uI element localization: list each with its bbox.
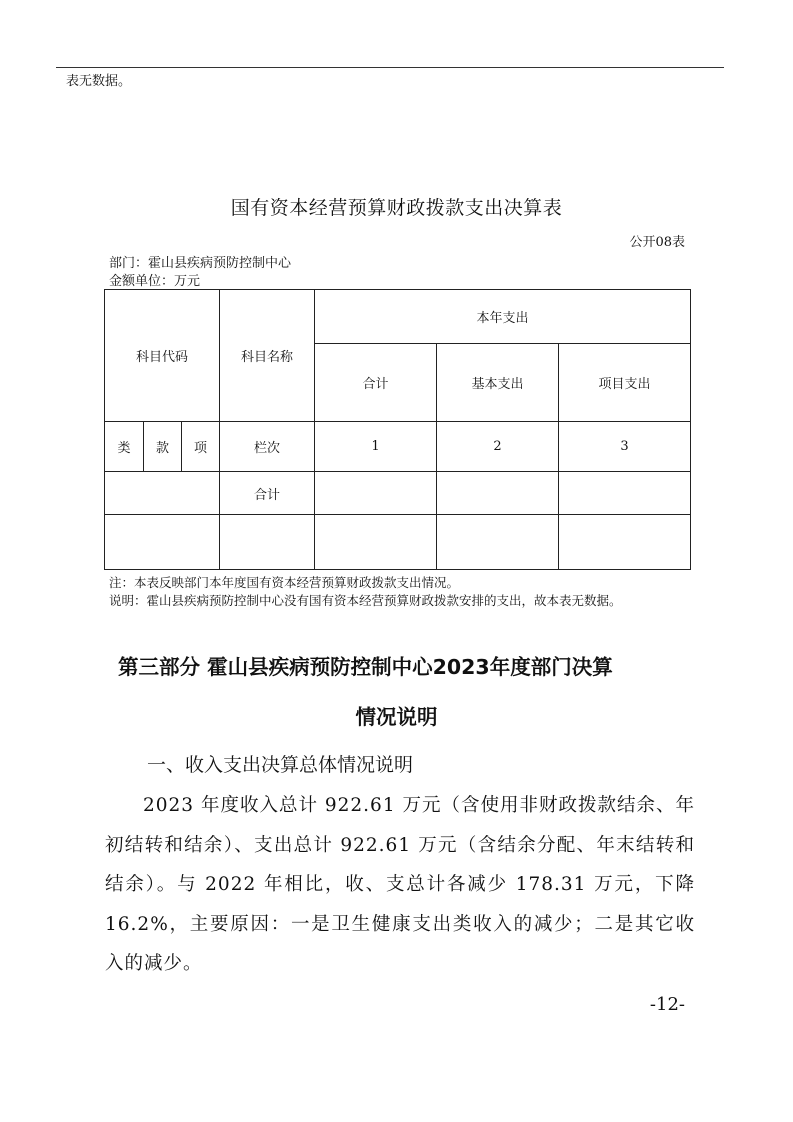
row-basic-cell xyxy=(437,472,559,515)
part-three-heading: 第三部分 霍山县疾病预防控制中心2023年度部门决算 xyxy=(118,655,613,679)
part-three-heading-continued: 情况说明 xyxy=(355,705,438,729)
row-code-cell xyxy=(105,472,220,515)
column-number-2: 2 xyxy=(437,422,559,472)
row-project-cell xyxy=(559,472,691,515)
header-total: 合计 xyxy=(315,344,437,422)
row-total-cell xyxy=(315,472,437,515)
header-subject-code: 科目代码 xyxy=(105,290,220,422)
table-title: 国有资本经营预算财政拨款支出决算表 xyxy=(230,197,563,219)
column-number-1: 1 xyxy=(315,422,437,472)
table-row xyxy=(105,515,691,570)
page-number: -12- xyxy=(649,994,685,1015)
row-basic-cell xyxy=(437,515,559,570)
expenditure-table xyxy=(104,289,691,570)
row-name-cell: 合计 xyxy=(220,472,315,515)
header-subject-name: 科目名称 xyxy=(220,290,315,422)
header-project: 项目支出 xyxy=(559,344,691,422)
form-number: 公开08表 xyxy=(629,235,685,250)
section-one-paragraph: 2023 年度收入总计 922.61 万元（含使用非财政拨款结余、年初结转和结余）、支出总计 922.61 万元（含结余分配、年末结转和结余）。与 2022 年相比，收、支总计各减少 178.31 万元，下降 16.2%，主要原因：一是卫生健康支出类收入的减少；二是其它收入的减少。 xyxy=(105,795,695,974)
header-basic: 基本支出 xyxy=(437,344,559,422)
row-code-cell xyxy=(105,515,220,570)
header-class: 类 xyxy=(105,422,144,472)
row-total-cell xyxy=(315,515,437,570)
row-project-cell xyxy=(559,515,691,570)
header-section: 款 xyxy=(144,422,182,472)
header-rule xyxy=(56,67,724,68)
amount-unit-label: 金额单位：万元 xyxy=(109,274,201,289)
table-explanation: 说明：霍山县疾病预防控制中心没有国有资本经营预算财政拨款安排的支出，故本表无数据。 xyxy=(109,593,622,608)
row-name-cell xyxy=(220,515,315,570)
previous-page-continuation: 表无数据。 xyxy=(66,74,132,89)
header-column-no: 栏次 xyxy=(220,422,315,472)
column-number-3: 3 xyxy=(559,422,691,472)
header-item: 项 xyxy=(182,422,220,472)
department-label: 部门：霍山县疾病预防控制中心 xyxy=(109,256,292,271)
header-current-year: 本年支出 xyxy=(315,290,691,344)
table-row xyxy=(105,472,691,515)
section-one-heading: 一、收入支出决算总体情况说明 xyxy=(147,754,414,776)
table-note: 注：本表反映部门本年度国有资本经营预算财政拨款支出情况。 xyxy=(109,575,460,590)
